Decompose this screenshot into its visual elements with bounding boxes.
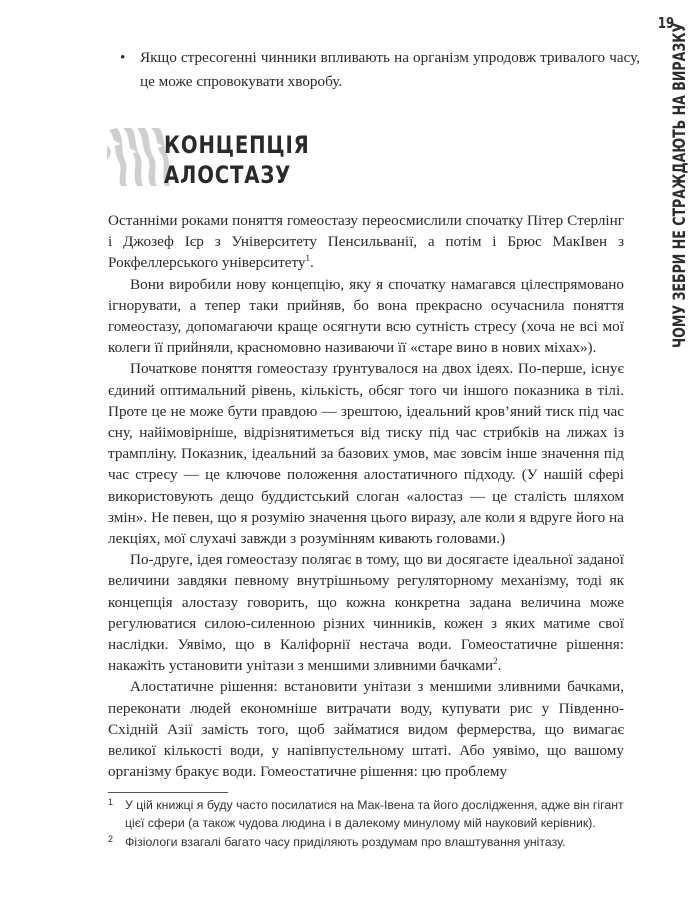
section-heading — [107, 126, 607, 196]
zebra-stripes-icon — [107, 126, 171, 188]
footnote-ref[interactable]: 2 — [493, 656, 498, 667]
footnote-divider — [108, 792, 228, 793]
paragraph: Вони виробили нову концепцію, яку я спочатку намагався цілеспрямовано ігнорувати, а тепер таки прийняв, бо вона прекрасно осучаснила поняття гомеостазу, допомагаючи краще осягнути всю сутність стресу (хоча не всі мої колеги її прийняли, красномовно називаючи її «старе вино в нових міхах»). — [108, 275, 624, 357]
section-title-line: АЛОСТАЗУ — [164, 161, 292, 189]
paragraph: Останніми роками поняття гомеостазу переосмислили спочатку Пітер Стерлінг і Джозеф Ієр з Університету Пенсильванії, а потім і Брюс МакІвен з Рокфеллерського університету$^1$. — [108, 212, 624, 272]
footnotes — [108, 796, 624, 851]
bullet-marker: • — [120, 49, 126, 66]
footnote-mark: 1 — [108, 797, 114, 807]
footnote-text: Фізіологи взагалі багато часу приділяють роздумам про влаштування унітазу. — [125, 834, 566, 849]
paragraph: Початкове поняття гомеостазу ґрунтувалося на двох ідеях. По-перше, існує єдиний оптимальний рівень, кількість, обсяг того чи іншого показника в тілі. Проте це не може бути правдою — зрештою, ідеальний кров’яний тиск під час сну, найімовірніше, відрізнятиметься від тиску під час стрибків на лижах із трампліну. Показник, ідеальний за базових умов, має зовсім інше значення під час стресу — це ключове положення алостатичного підходу. (У нашій сфері використовують дещо буддистський слоган «алостаз — це сталість шляхом змін». Не певен, що я розумію значення цього виразу, але коли я вдруге його на лекціях, мої слухачі завжди з розумінням кивають головами.) — [108, 360, 624, 548]
running-head-text: ЧОМУ ЗЕБРИ НЕ СТРАЖДАЮТЬ НА ВИРАЗКУ — [670, 22, 690, 348]
footnote-mark: 2 — [108, 833, 114, 844]
page-number: 19 — [657, 14, 675, 32]
footnote — [108, 796, 624, 833]
bullet-text: Якщо стресогенні чинники впливають на організм упродовж тривалого часу, це може спровокувати хворобу. — [140, 49, 640, 90]
body-text — [108, 210, 624, 782]
paragraph: По-друге, ідея гомеостазу полягає в тому, що ви досягаєте ідеальної заданої величини завдяки певному внутрішньому регуляторному механізму, тоді як концепція алостазу говорить, що кожна конкретна задана величина може регулюватися силою-силенною різних чинників, кожен з яких матиме свої наслідки. Уявімо, що в Каліфорнії нестача води. Гомеостатичне рішення: накажіть установити унітази з меншими зливними бачками$^2$. — [108, 551, 624, 675]
footnote-ref[interactable]: 1 — [305, 253, 310, 264]
section-title-line: КОНЦЕПЦІЯ — [164, 131, 310, 159]
running-head — [669, 22, 691, 348]
footnote-text: У цій книжці я буду часто посилатися на Мак-Івена та його дослідження, адже він гігант цієї сфери (а також чудова людина і в далекому минулому мій науковий керівник). — [125, 798, 624, 831]
bullet-item — [120, 46, 640, 93]
footnote — [108, 833, 624, 851]
section-title — [164, 130, 310, 190]
paragraph: Алостатичне рішення: встановити унітази з меншими зливними бачками, переконати людей економніше витрачати воду, купувати рис у Південно-Східній Азії замість того, щоб займатися видом фермерства, що вимагає великої кількості води, у напівпустельному штаті. Або уявімо, що вашому організму бракує води. Гомеостатичне рішення: цю проблему — [108, 678, 624, 781]
